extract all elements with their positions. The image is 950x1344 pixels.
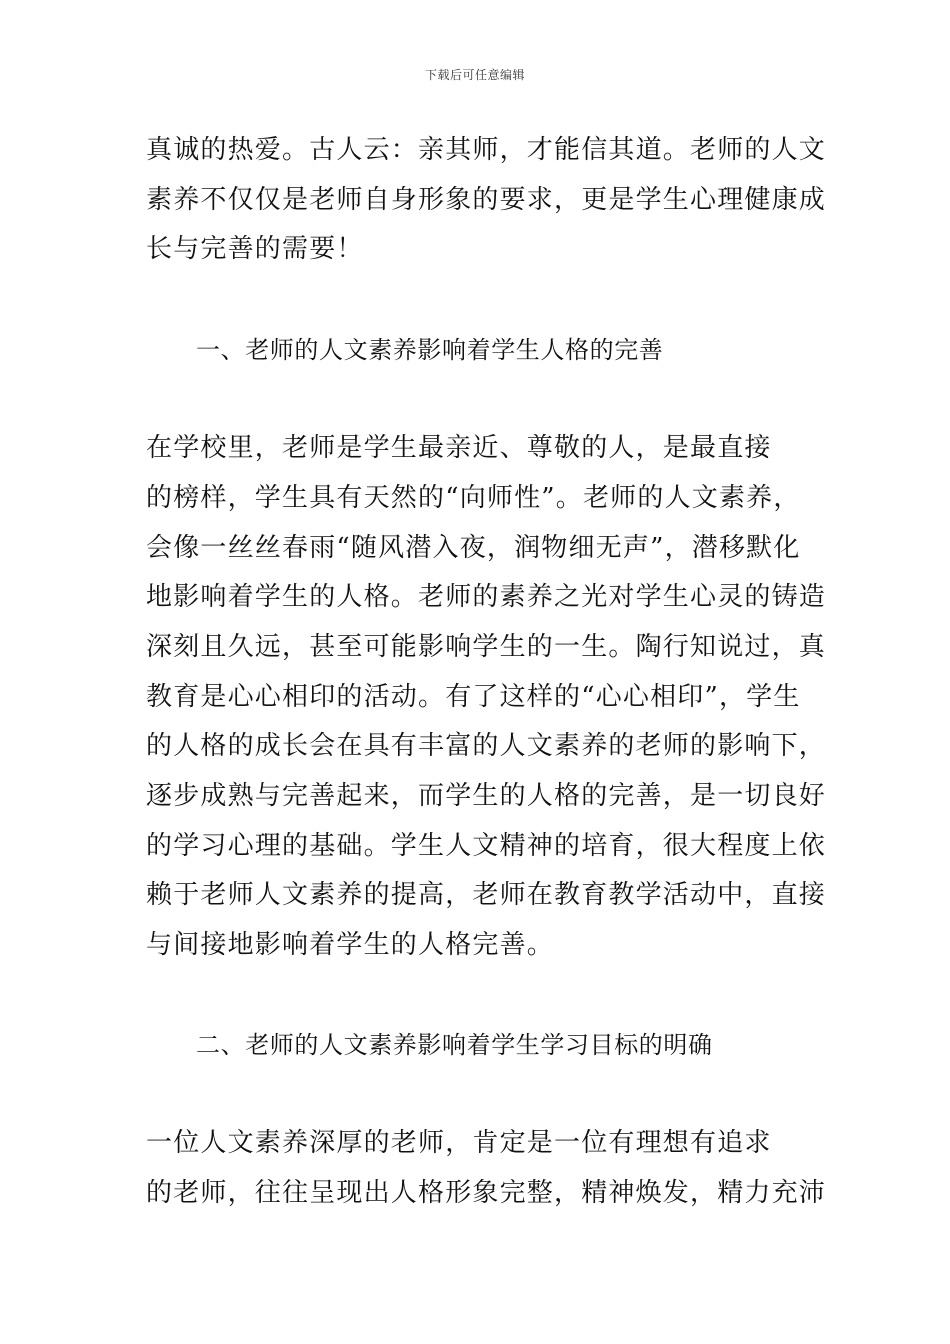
paragraph-line: 在学校里，老师是学生最亲近、尊敬的人，是最直接 [146,433,772,463]
page-header-note: 下载后可任意编辑 [424,68,525,82]
paragraph-line: 的人格的成长会在具有丰富的人文素养的老师的影响下， [146,731,827,761]
section-heading: 二、老师的人文素养影响着学生学习目标的明确 [196,1031,713,1059]
paragraph-line: 的老师，往往呈现出人格形象完整，精神焕发，精力充沛 [146,1178,827,1208]
paragraph-line: 会像一丝丝春雨“随风潜入夜，润物细无声”，潜移默化 [146,533,801,563]
paragraph-line: 深刻且久远，甚至可能影响学生的一生。陶行知说过，真 [146,632,827,662]
paragraph-line: 的榜样，学生具有天然的“向师性”。老师的人文素养， [146,483,801,513]
paragraph-line: 教育是心心相印的活动。有了这样的“心心相印”，学生 [146,682,801,712]
paragraph-line: 地影响着学生的人格。老师的素养之光对学生心灵的铸造 [146,582,827,612]
paragraph-line: 赖于老师人文素养的提高，老师在教育教学活动中，直接 [146,880,827,910]
paragraph-line: 长与完善的需要！ [146,234,364,264]
paragraph-line: 与间接地影响着学生的人格完善。 [146,930,555,960]
paragraph-line: 一位人文素养深厚的老师，肯定是一位有理想有追求 [146,1128,772,1158]
paragraph-line: 素养不仅仅是老师自身形象的要求，更是学生心理健康成 [146,185,827,215]
paragraph-line: 逐步成熟与完善起来，而学生的人格的完善，是一切良好 [146,781,827,811]
section-heading: 一、老师的人文素养影响着学生人格的完善 [196,336,664,364]
paragraph-line: 真诚的热爱。古人云：亲其师，才能信其道。老师的人文 [146,135,827,165]
paragraph-line: 的学习心理的基础。学生人文精神的培育，很大程度上依 [146,831,827,861]
